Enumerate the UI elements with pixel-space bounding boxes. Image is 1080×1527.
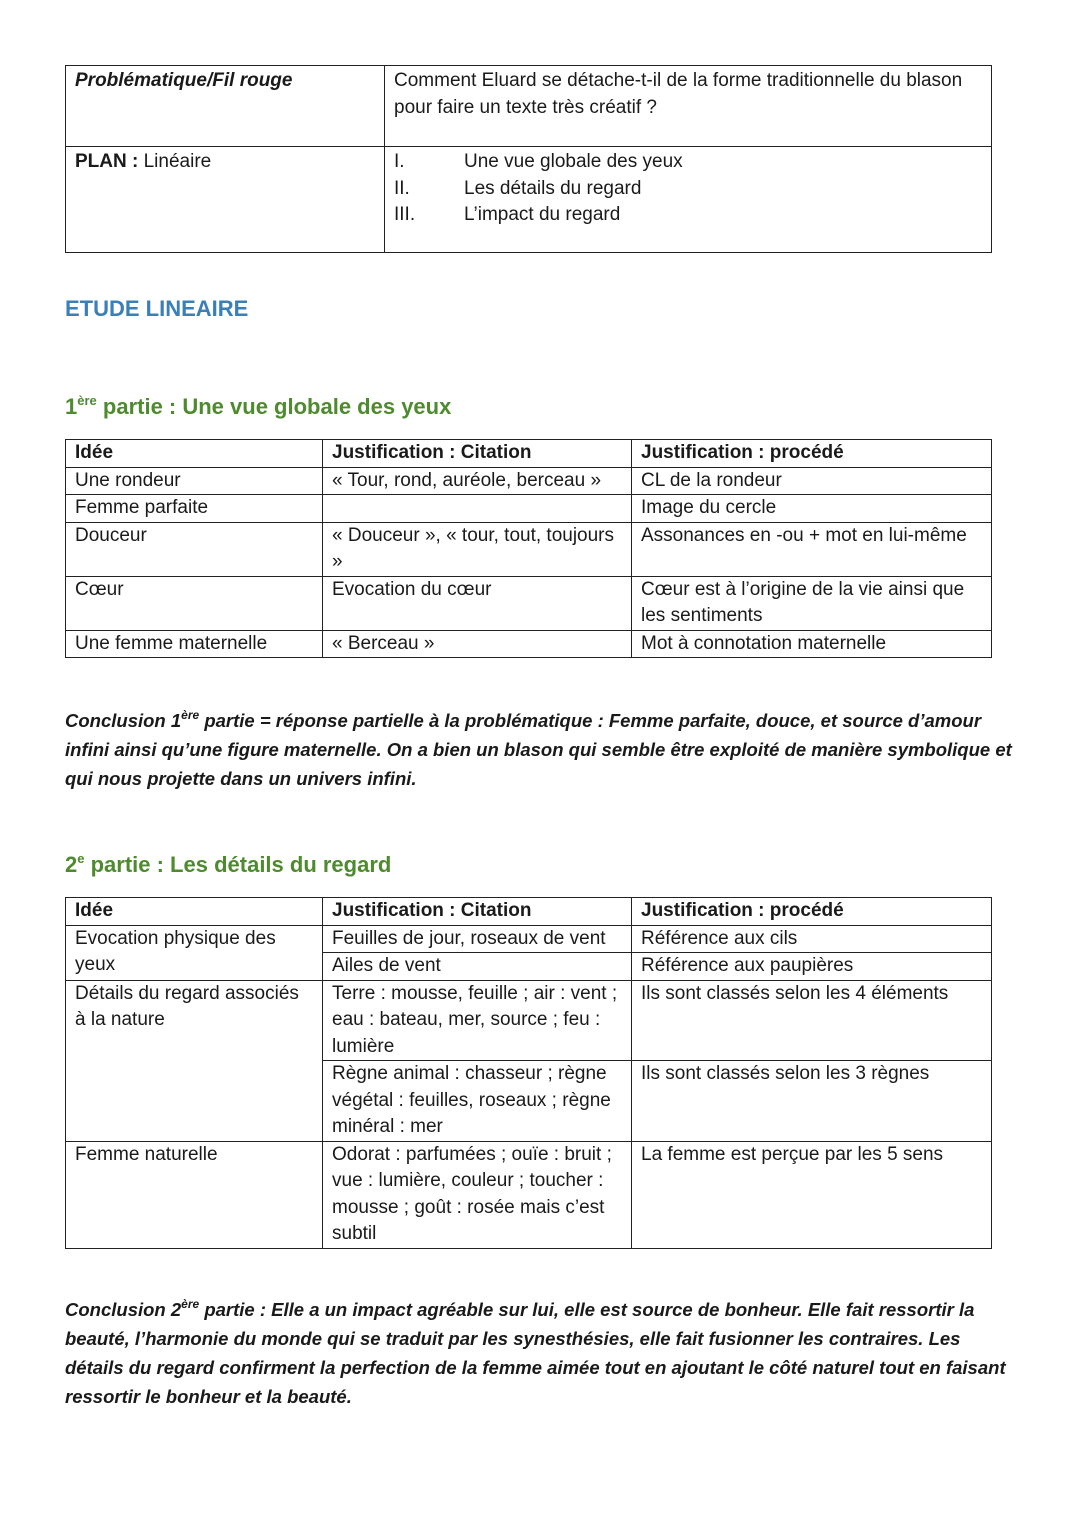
table-row (66, 522, 992, 576)
table-row (66, 576, 992, 630)
table-cell: « Tour, rond, auréole, berceau » (323, 467, 632, 495)
plan-item: L’impact du regard (464, 204, 621, 225)
table-cell: Ils sont classés selon les 3 règnes (632, 1061, 992, 1142)
header-cell: Justification : procédé (632, 440, 992, 468)
table-cell: Cœur (66, 576, 323, 630)
table-header-row (66, 440, 992, 468)
plan-item-number: II. (394, 177, 410, 199)
table-row (66, 1141, 992, 1248)
table-cell: Odorat : parfumées ; ouïe : bruit ; vue : lumière, couleur ; toucher : mousse ; goût : rosée mais c’est subtil (323, 1141, 632, 1248)
table-header-row (66, 898, 992, 926)
problem-label: Problématique/Fil rouge (66, 66, 385, 147)
study-title: ETUDE LINEAIRE (65, 296, 249, 321)
part1-title: 1ère partie : Une vue globale des yeux (65, 393, 452, 419)
table-cell: Mot à connotation maternelle (632, 630, 992, 658)
table-cell: Une rondeur (66, 467, 323, 495)
table-cell: Ils sont classés selon les 4 éléments (632, 980, 992, 1061)
header-cell: Justification : Citation (323, 898, 632, 926)
table-cell: Terre : mousse, feuille ; air : vent ; eau : bateau, mer, source ; feu : lumière (323, 980, 632, 1061)
part2-table (65, 897, 992, 1249)
table-cell: Assonances en -ou + mot en lui-même (632, 522, 992, 576)
plan-item-number: I. (394, 151, 405, 172)
table-cell (323, 495, 632, 523)
table-cell: Femme parfaite (66, 495, 323, 523)
part1-table (65, 439, 992, 658)
table-cell: Référence aux cils (632, 925, 992, 953)
part1-conclusion: Conclusion 1ère partie = réponse partielle à la problématique : Femme parfaite, douce, et source d’amour infini ainsi qu’une figure maternelle. On a bien un blason qui semble être exploité de manière symbolique et qui nous projette dans un univers infini. (65, 708, 1012, 789)
part2-title: 2e partie : Les détails du regard (65, 851, 392, 877)
table-cell: CL de la rondeur (632, 467, 992, 495)
table-cell: « Berceau » (323, 630, 632, 658)
table-row (66, 495, 992, 523)
table-row (66, 630, 992, 658)
plan-label: PLAN : Linéaire (66, 147, 385, 253)
table-cell: Détails du regard associés à la nature (66, 980, 323, 1141)
table-cell: Evocation physique des yeux (66, 925, 323, 980)
header-cell: Idée (66, 440, 323, 468)
table-row (66, 467, 992, 495)
part2-conclusion: Conclusion 2ère partie : Elle a un impact agréable sur lui, elle est source de bonheur. Elle fait ressortir la beauté, l’harmonie du monde qui se traduit par les synesthésies, elle fait fusionner les contraires. Les détails du regard confirment la perfection de la femme aimée tout en ajoutant le côté naturel tout en faisant ressortir le bonheur et la beauté. (65, 1297, 1006, 1407)
plan-list (385, 147, 992, 253)
table-cell: Image du cercle (632, 495, 992, 523)
table-cell: Feuilles de jour, roseaux de vent (323, 925, 632, 953)
table-cell: Une femme maternelle (66, 630, 323, 658)
header-cell: Justification : procédé (632, 898, 992, 926)
problem-text: Comment Eluard se détache-t-il de la forme traditionnelle du blason pour faire un texte très créatif ? (385, 66, 992, 147)
table-cell: Evocation du cœur (323, 576, 632, 630)
table-row (66, 925, 992, 953)
plan-item-number: III. (394, 204, 416, 225)
header-cell: Idée (66, 898, 323, 926)
plan-item: Les détails du regard (464, 177, 642, 199)
intro-table (65, 65, 992, 253)
table-cell: Cœur est à l’origine de la vie ainsi que les sentiments (632, 576, 992, 630)
header-cell: Justification : Citation (323, 440, 632, 468)
table-cell: « Douceur », « tour, tout, toujours » (323, 522, 632, 576)
table-cell: Règne animal : chasseur ; règne végétal : feuilles, roseaux ; règne minéral : mer (323, 1061, 632, 1142)
table-cell: Ailes de vent (323, 953, 632, 981)
table-cell: Femme naturelle (66, 1141, 323, 1248)
table-cell: Référence aux paupières (632, 953, 992, 981)
plan-item: Une vue globale des yeux (464, 151, 683, 172)
table-cell: La femme est perçue par les 5 sens (632, 1141, 992, 1248)
table-row (66, 980, 992, 1061)
table-cell: Douceur (66, 522, 323, 576)
